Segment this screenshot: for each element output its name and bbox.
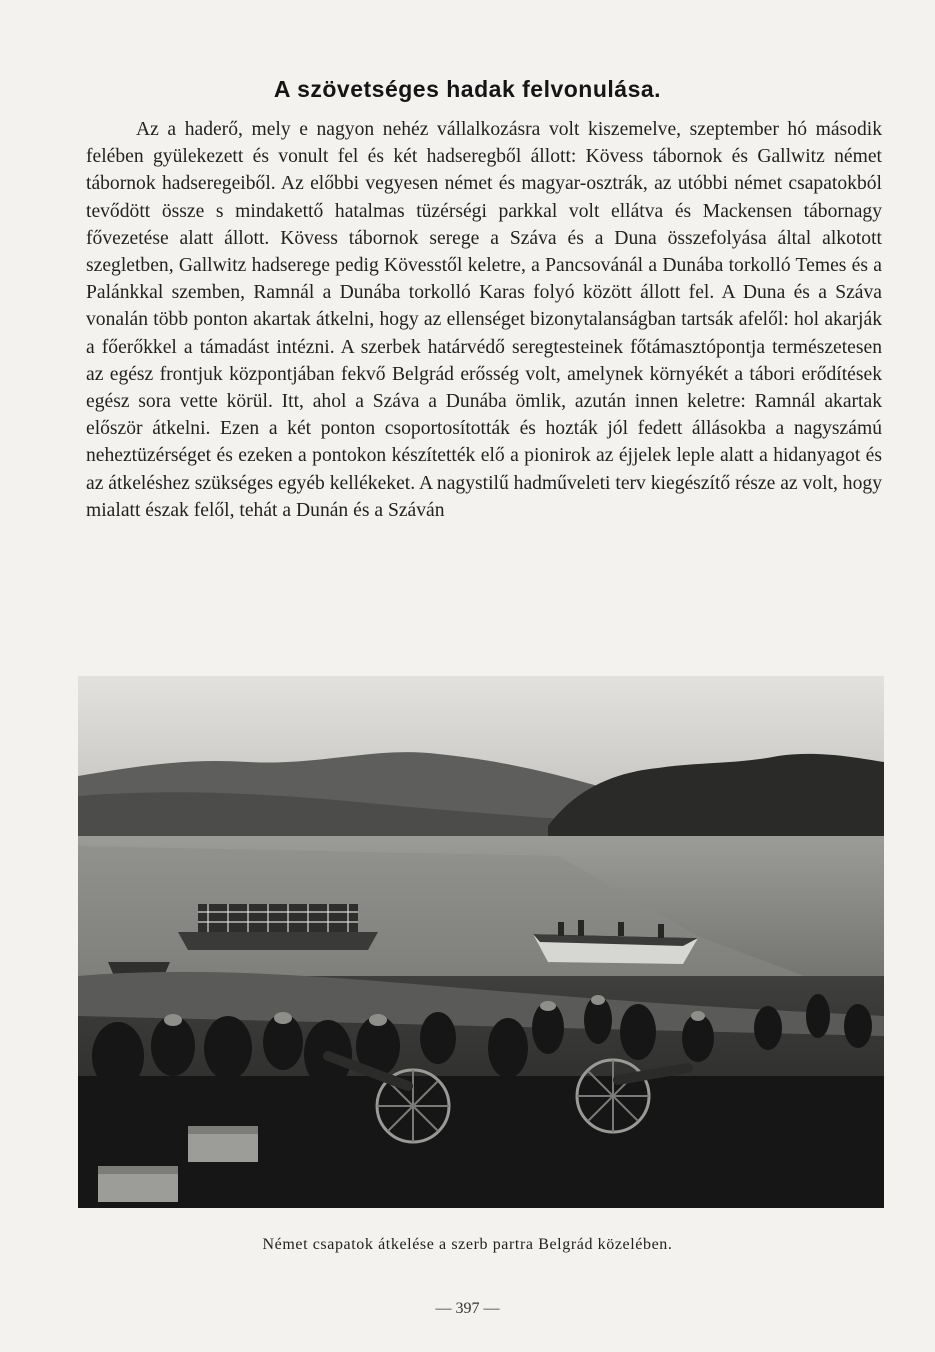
body-paragraph: Az a haderő, mely e nagyon nehéz vállalkozásra volt kiszemelve, szeptember hó második felében gyülekezett és vonult fel és két hadseregből állott: Kövess tábornok és Gallwitz német tábornok hadseregeiből. Az előbbi vegyesen német és magyar-osztrák, az utóbbi német csapatokból tevődött össze s mindakettő hatalmas tüzérségi parkkal volt ellátva és Mackensen tábornagy fővezetése alatt állott. Kövess tábornok serege a Száva és a Duna összefolyása által alkotott szegletben, Gallwitz hadserege pedig Kövesstől keletre, a Pancsovánál a Dunába torkolló Temes és a Palánkkal szemben, Ramnál a Dunába torkolló Karas folyó között állott fel. A Duna és a Száva vonalán több ponton akartak átkelni, hogy az ellenséget bizonytalanságban tartsák afelől: hol akarják a főerőkkel a támadást intézni. A szerbek határvédő seregtesteinek főtámasztópontja természetesen az egész frontjuk központjában fekvő Belgrád erősség volt, amelynek környékét a tábori erődítések egész sora vette körül. Itt, ahol a Száva a Dunába ömlik, azután innen keletre: Ramnál akartak először átkelni. Ezen a két ponton csoportosították és hozták jól fedett állásokba a nagyszámú neheztüzérséget és ezeken a pontokon készítették elő a pionirok az éjjelek leple alatt a hidanyagot és az átkeléshez szükséges egyéb kellékeket. A nagystilű hadműveleti terv kiegészítő része az volt, hogy mialatt észak felől, tehát a Dunán és a Száván	[86, 119, 882, 521]
historical-photograph	[78, 676, 884, 1208]
photo-illustration	[78, 676, 884, 1208]
page-title: A szövetséges hadak felvonulása.	[273, 76, 662, 102]
photo-caption: Német csapatok átkelése a szerb partra Belgrád közelében.	[262, 1236, 673, 1253]
page-number: — 397 —	[435, 1300, 500, 1317]
